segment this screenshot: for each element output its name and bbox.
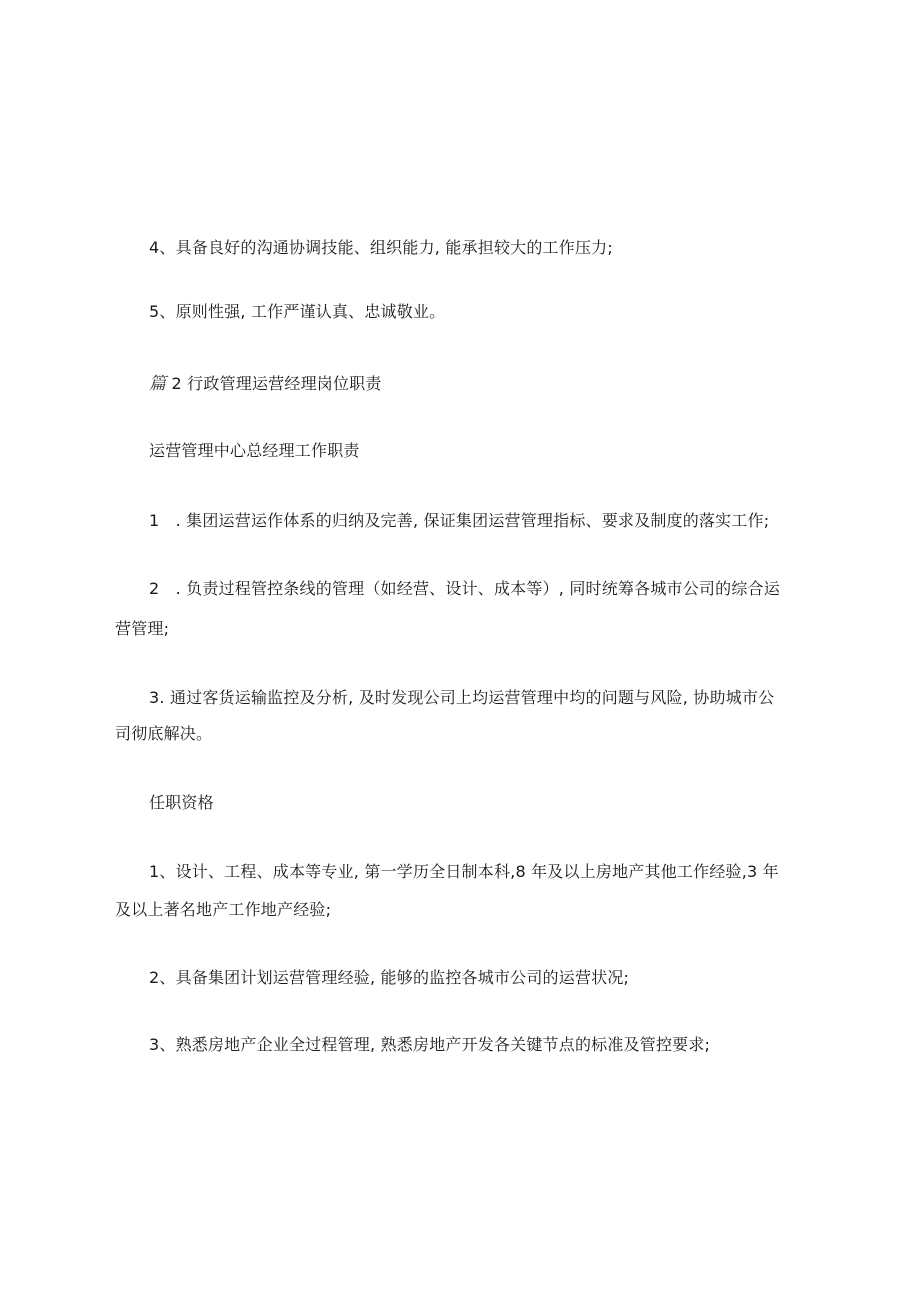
duty-item-3: 3. 通过客货运输监控及分析, 及时发现公司上均运营管理中均的问题与风险, 协助城市公 (149, 688, 775, 707)
subtitle: 运营管理中心总经理工作职责 (149, 441, 360, 460)
duty-item-1: 1 . 集团运营运作体系的归纳及完善, 保证集团运营管理指标、要求及制度的落实工作; (149, 511, 770, 530)
duty-item-3-cont: 司彻底解决。 (115, 724, 213, 743)
qualification-item-3: 3、熟悉房地产企业全过程管理, 熟悉房地产开发各关键节点的标准及管控要求; (149, 1035, 711, 1054)
duty-item-2: 2 . 负责过程管控条线的管理（如经营、设计、成本等）, 同时统筹各城市公司的综合运 (149, 579, 780, 598)
section-heading (149, 374, 382, 394)
qualifications-title: 任职资格 (149, 793, 214, 812)
duty-item-2-cont: 营管理; (115, 619, 170, 638)
qualification-item-2: 2、具备集团计划运营管理经验, 能够的监控各城市公司的运营状况; (149, 968, 630, 987)
section-prefix: 篇 (149, 374, 167, 394)
qualification-item-1: 1、设计、工程、成本等专业, 第一学历全日制本科,8 年及以上房地产其他工作经验,3 年 (149, 862, 779, 881)
qualification-item-1-cont: 及以上著名地产工作地产经验; (115, 900, 332, 919)
requirement-item-4: 4、具备良好的沟通协调技能、组织能力, 能承担较大的工作压力; (149, 238, 613, 257)
requirement-item-5: 5、原则性强, 工作严谨认真、忠诚敬业。 (149, 302, 446, 321)
section-title: 2 行政管理运营经理岗位职责 (171, 374, 382, 393)
